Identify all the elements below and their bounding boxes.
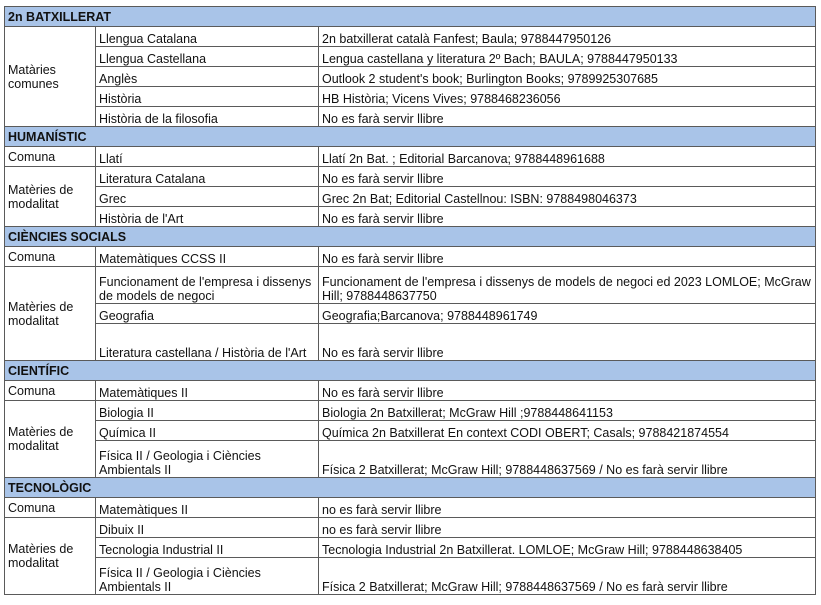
table-row: [5, 167, 816, 187]
table-row: [5, 381, 816, 401]
book-cell: Llatí 2n Bat. ; Editorial Barcanova; 9788448961688: [319, 147, 816, 167]
book-cell: HB Història; Vicens Vives; 9788468236056: [319, 87, 816, 107]
category-cell: Matèries de modalitat: [5, 167, 96, 227]
book-cell: Lengua castellana y literatura 2º Bach; BAULA; 9788447950133: [319, 47, 816, 67]
subject-cell: Llengua Catalana: [96, 27, 319, 47]
section-header-row: [5, 7, 816, 27]
subject-cell: Física II / Geologia i Ciències Ambientals II: [96, 441, 319, 478]
table-row: [5, 324, 816, 361]
category-cell: Comuna: [5, 498, 96, 518]
subject-cell: Literatura castellana / Història de l'Art: [96, 324, 319, 361]
table-row: [5, 107, 816, 127]
book-cell: Funcionament de l'empresa i dissenys de models de negoci ed 2023 LOMLOE; McGraw Hill; 9788448637750: [319, 267, 816, 304]
section-header-row: [5, 127, 816, 147]
book-cell: no es farà servir llibre: [319, 498, 816, 518]
table-row: [5, 67, 816, 87]
book-cell: Tecnologia Industrial 2n Batxillerat. LOMLOE; McGraw Hill; 9788448638405: [319, 538, 816, 558]
book-cell: No es farà servir llibre: [319, 207, 816, 227]
table-row: [5, 207, 816, 227]
section-heading: CIENTÍFIC: [5, 361, 816, 381]
book-cell: Grec 2n Bat; Editorial Castellnou: ISBN: 9788498046373: [319, 187, 816, 207]
table-row: [5, 47, 816, 67]
subject-cell: Anglès: [96, 67, 319, 87]
table-row: [5, 518, 816, 538]
subject-cell: Història: [96, 87, 319, 107]
table-row: [5, 304, 816, 324]
subject-cell: Història de l'Art: [96, 207, 319, 227]
table-row: [5, 558, 816, 595]
category-cell: Matàries comunes: [5, 27, 96, 127]
table-row: [5, 87, 816, 107]
section-heading: HUMANÍSTIC: [5, 127, 816, 147]
table-row: [5, 401, 816, 421]
book-cell: 2n batxillerat català Fanfest; Baula; 9788447950126: [319, 27, 816, 47]
subject-cell: Matemàtiques CCSS II: [96, 247, 319, 267]
booklist-body: [5, 7, 816, 595]
table-row: [5, 27, 816, 47]
table-row: [5, 247, 816, 267]
subject-cell: Literatura Catalana: [96, 167, 319, 187]
subject-cell: Matemàtiques II: [96, 381, 319, 401]
booklist-table: [4, 6, 816, 595]
section-heading: 2n BATXILLERAT: [5, 7, 816, 27]
table-row: [5, 498, 816, 518]
category-cell: Matèries de modalitat: [5, 401, 96, 478]
subject-cell: Grec: [96, 187, 319, 207]
section-header-row: [5, 478, 816, 498]
subject-cell: Dibuix II: [96, 518, 319, 538]
table-row: [5, 187, 816, 207]
section-header-row: [5, 361, 816, 381]
book-cell: no es farà servir llibre: [319, 518, 816, 538]
section-heading: TECNOLÒGIC: [5, 478, 816, 498]
category-cell: Comuna: [5, 247, 96, 267]
book-cell: No es farà servir llibre: [319, 381, 816, 401]
category-cell: Comuna: [5, 381, 96, 401]
book-cell: Biologia 2n Batxillerat; McGraw Hill ;9788448641153: [319, 401, 816, 421]
subject-cell: Química II: [96, 421, 319, 441]
table-row: [5, 441, 816, 478]
table-row: [5, 538, 816, 558]
table-row: [5, 147, 816, 167]
book-cell: No es farà servir llibre: [319, 167, 816, 187]
subject-cell: Llatí: [96, 147, 319, 167]
category-cell: Matèries de modalitat: [5, 267, 96, 361]
subject-cell: Matemàtiques II: [96, 498, 319, 518]
subject-cell: Funcionament de l'empresa i dissenys de models de negoci: [96, 267, 319, 304]
category-cell: Matèries de modalitat: [5, 518, 96, 595]
book-cell: Química 2n Batxillerat En context CODI OBERT; Casals; 9788421874554: [319, 421, 816, 441]
book-cell: No es farà servir llibre: [319, 107, 816, 127]
section-header-row: [5, 227, 816, 247]
book-cell: Física 2 Batxillerat; McGraw Hill; 9788448637569 / No es farà servir llibre: [319, 558, 816, 595]
book-cell: Outlook 2 student's book; Burlington Books; 9789925307685: [319, 67, 816, 87]
category-cell: Comuna: [5, 147, 96, 167]
book-cell: No es farà servir llibre: [319, 247, 816, 267]
book-cell: Geografia;Barcanova; 9788448961749: [319, 304, 816, 324]
subject-cell: Història de la filosofia: [96, 107, 319, 127]
book-cell: Física 2 Batxillerat; McGraw Hill; 9788448637569 / No es farà servir llibre: [319, 441, 816, 478]
subject-cell: Biologia II: [96, 401, 319, 421]
subject-cell: Llengua Castellana: [96, 47, 319, 67]
subject-cell: Tecnologia Industrial II: [96, 538, 319, 558]
table-row: [5, 421, 816, 441]
subject-cell: Geografia: [96, 304, 319, 324]
book-cell: No es farà servir llibre: [319, 324, 816, 361]
section-heading: CIÈNCIES SOCIALS: [5, 227, 816, 247]
subject-cell: Física II / Geologia i Ciències Ambientals II: [96, 558, 319, 595]
table-row: [5, 267, 816, 304]
